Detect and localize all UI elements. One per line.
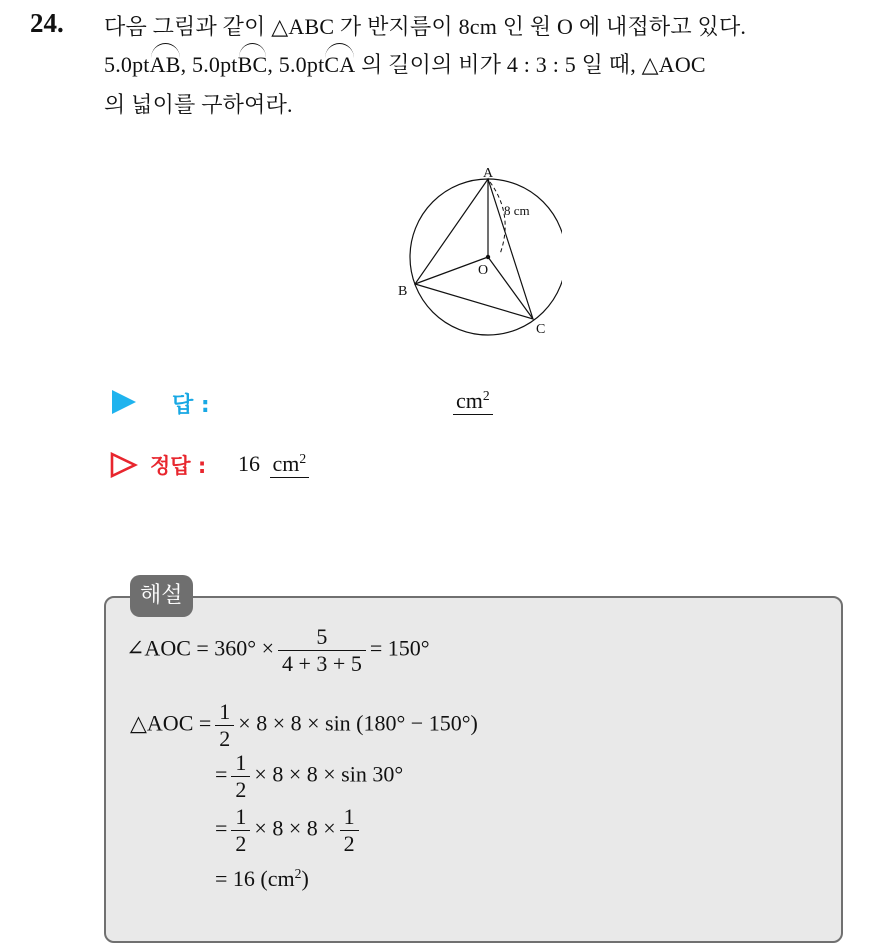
- label-a: A: [483, 166, 494, 181]
- answer-unit-base: cm: [456, 388, 483, 413]
- angle-lhs: ∠AOC = 360° ×: [126, 635, 274, 661]
- center-point: [486, 255, 490, 259]
- area-expression: × 8 × 8 × sin (180° − 150°): [238, 710, 478, 736]
- correct-unit-base: cm: [272, 451, 300, 476]
- circle-figure: [392, 160, 562, 340]
- half-numerator: 1: [235, 804, 247, 829]
- label-c: C: [536, 322, 546, 337]
- label-b: B: [398, 284, 408, 299]
- half-denominator: 2: [215, 725, 234, 752]
- label-o: O: [478, 263, 489, 278]
- correct-arrow-icon: [110, 452, 138, 478]
- half-fraction: [215, 699, 234, 752]
- half-numerator: 1: [219, 699, 231, 724]
- equals-3: =: [215, 761, 228, 787]
- arc-ab: AB: [149, 52, 181, 77]
- correct-value: 16: [238, 451, 260, 476]
- separator-2: ,: [267, 52, 279, 77]
- question-line-3: 의 넓이를 구하여라.: [104, 92, 293, 117]
- area-lhs: △AOC =: [130, 710, 212, 736]
- half-fraction: [340, 804, 359, 857]
- separator-1: ,: [180, 52, 192, 77]
- radius-label: 8 cm: [504, 203, 530, 218]
- angle-result: = 150°: [369, 635, 430, 661]
- half-numerator: 1: [235, 750, 247, 775]
- answer-arrow-icon: [112, 390, 136, 418]
- explanation-line-2: [130, 699, 478, 752]
- ratio-denominator: 4 + 3 + 5: [278, 650, 366, 677]
- question-line-2: [104, 48, 706, 79]
- format-prefix-ca: 5.0pt: [278, 52, 325, 77]
- half-denominator: 2: [340, 830, 359, 857]
- explanation-box: [104, 596, 843, 943]
- question-line-1: 다음 그림과 같이 △ABC 가 반지름이 8cm 인 원 O 에 내접하고 있다.: [104, 14, 747, 39]
- answer-unit-exp: 2: [482, 387, 490, 403]
- final-unit-exp: 2: [294, 865, 302, 881]
- half-numerator: 1: [343, 804, 355, 829]
- correct-label: 정답 :: [150, 454, 207, 478]
- half-denominator: 2: [231, 830, 250, 857]
- answer-unit: [453, 388, 493, 414]
- arc-ca: CA: [324, 52, 356, 77]
- explanation-line-1: [126, 624, 430, 677]
- correct-unit-exp: 2: [299, 450, 307, 466]
- triangle-abc: [415, 179, 533, 319]
- explanation-tab: 해설: [130, 575, 193, 617]
- format-prefix-bc: 5.0pt: [192, 52, 238, 77]
- arc-bc: BC: [237, 52, 268, 77]
- equals-4: =: [215, 815, 228, 841]
- final-result: = 16 (cm: [215, 866, 295, 891]
- explanation-line-3: [215, 750, 403, 803]
- answer-label: 답 :: [172, 393, 210, 418]
- format-prefix-ab: 5.0pt: [104, 52, 150, 77]
- final-close: ): [301, 866, 309, 891]
- sin30-expression: × 8 × 8 × sin 30°: [254, 761, 404, 787]
- correct-answer: [238, 451, 309, 477]
- explanation-line-4: [215, 804, 363, 857]
- ratio-numerator: 5: [316, 624, 328, 649]
- segment-oc: [488, 257, 533, 319]
- half-fraction: [231, 804, 250, 857]
- question-number: 24.: [30, 8, 64, 38]
- half-fraction: [231, 750, 250, 803]
- ratio-fraction: [278, 624, 366, 677]
- half-denominator: 2: [231, 776, 250, 803]
- product-expression: × 8 × 8 ×: [254, 815, 336, 841]
- explanation-line-5: [215, 866, 309, 892]
- ratio-text: 의 길이의 비가 4 : 3 : 5 일 때, △AOC: [355, 52, 706, 77]
